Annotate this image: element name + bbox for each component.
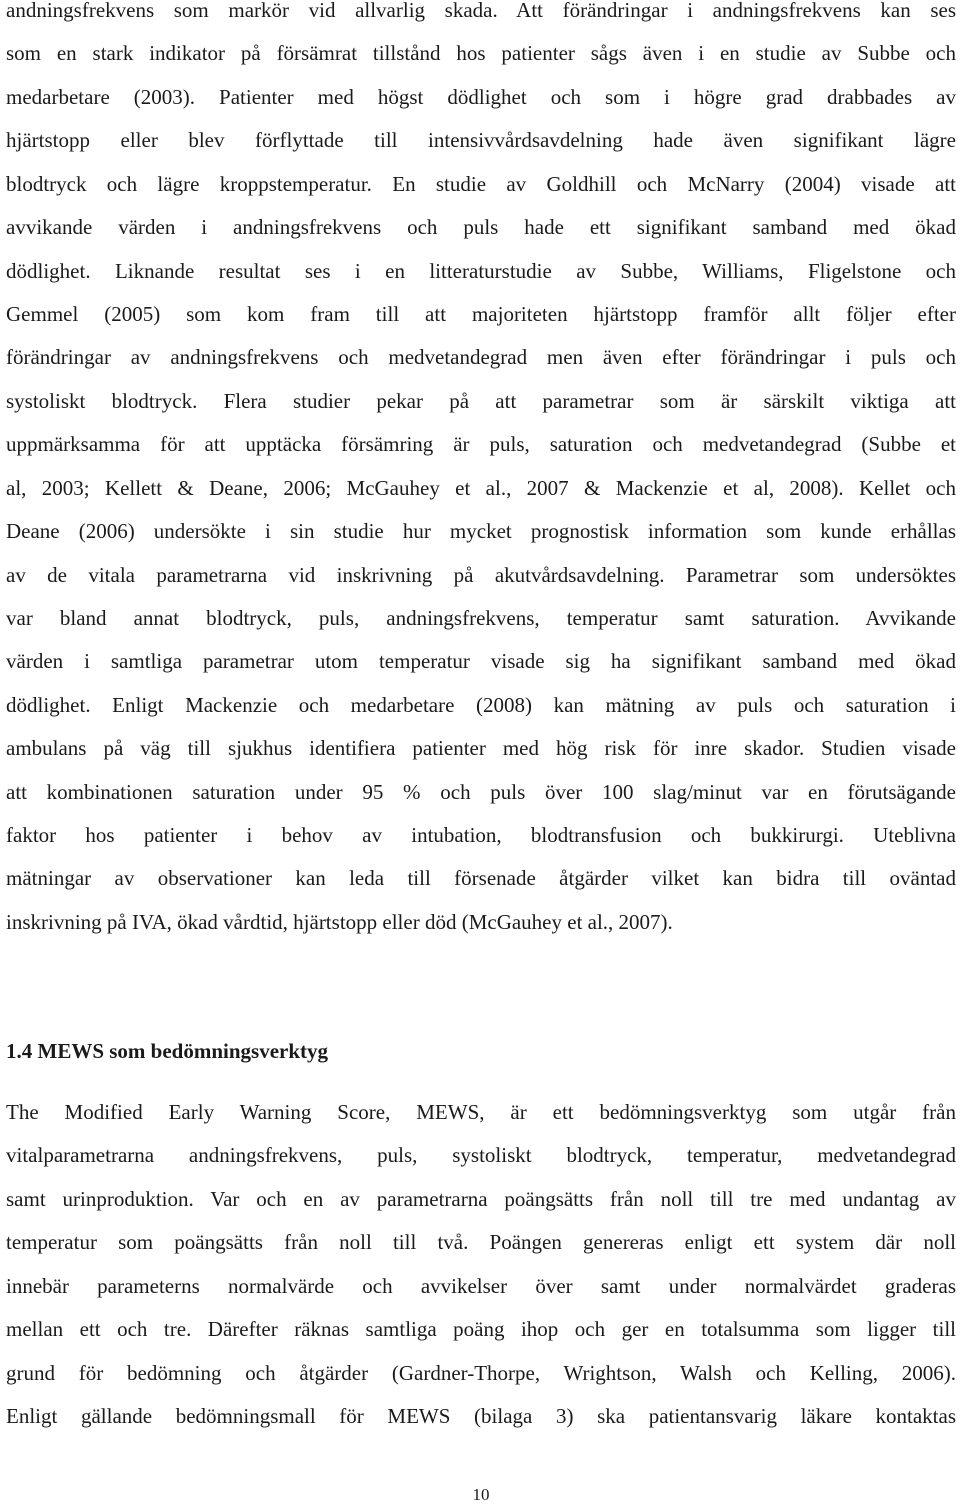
paragraph-line: andningsfrekvens som markör vid allvarlig skada. Att förändringar i andningsfrekvens kan ses [6, 0, 956, 22]
section-heading: 1.4 MEWS som bedömningsverktyg [6, 1039, 329, 1063]
paragraph-line: Gemmel (2005) som kom fram till att majoriteten hjärtstopp framför allt följer efter [6, 302, 956, 326]
document-page [6, 0, 956, 1509]
paragraph-line: samt urinproduktion. Var och en av parametrarna poängsätts från noll till tre med undantag av [6, 1187, 956, 1211]
paragraph-line: värden i samtliga parametrar utom temperatur visade sig ha signifikant samband med ökad [6, 649, 956, 673]
paragraph-line: dödlighet. Enligt Mackenzie och medarbetare (2008) kan mätning av puls och saturation i [6, 693, 956, 717]
paragraph-line: grund för bedömning och åtgärder (Gardner-Thorpe, Wrightson, Walsh och Kelling, 2006). [6, 1361, 956, 1385]
paragraph-line: ambulans på väg till sjukhus identifiera patienter med hög risk för inre skador. Studien visade [6, 736, 956, 760]
paragraph-line: innebär parameterns normalvärde och avvikelser över samt under normalvärdet graderas [6, 1274, 956, 1298]
paragraph-line: av de vitala parametrarna vid inskrivning på akutvårdsavdelning. Parametrar som undersöktes [6, 563, 956, 587]
paragraph-line: blodtryck och lägre kroppstemperatur. En studie av Goldhill och McNarry (2004) visade att [6, 172, 956, 196]
paragraph-line: var bland annat blodtryck, puls, andningsfrekvens, temperatur samt saturation. Avvikande [6, 606, 956, 630]
paragraph-line: Enligt gällande bedömningsmall för MEWS (bilaga 3) ska patientansvarig läkare kontaktas [6, 1404, 956, 1428]
paragraph-line: dödlighet. Liknande resultat ses i en litteraturstudie av Subbe, Williams, Fligelstone och [6, 259, 956, 283]
paragraph-line: som en stark indikator på försämrat tillstånd hos patienter sågs även i en studie av Subbe och [6, 41, 956, 65]
paragraph-line: mellan ett och tre. Därefter räknas samtliga poäng ihop och ger en totalsumma som ligger till [6, 1317, 956, 1341]
paragraph-line: al, 2003; Kellett & Deane, 2006; McGauhey et al., 2007 & Mackenzie et al, 2008). Kellet och [6, 476, 956, 500]
paragraph-line: Deane (2006) undersökte i sin studie hur mycket prognostisk information som kunde erhållas [6, 519, 956, 543]
paragraph-line: mätningar av observationer kan leda till försenade åtgärder vilket kan bidra till oväntad [6, 866, 956, 890]
paragraph-line: systoliskt blodtryck. Flera studier pekar på att parametrar som är särskilt viktiga att [6, 389, 956, 413]
paragraph-line: faktor hos patienter i behov av intubation, blodtransfusion och bukkirurgi. Uteblivna [6, 823, 956, 847]
paragraph-line: hjärtstopp eller blev förflyttade till intensivvårdsavdelning hade även signifikant lägre [6, 128, 956, 152]
paragraph-line: inskrivning på IVA, ökad vårdtid, hjärtstopp eller död (McGauhey et al., 2007). [6, 910, 673, 934]
paragraph-line: förändringar av andningsfrekvens och medvetandegrad men även efter förändringar i puls och [6, 345, 956, 369]
paragraph-line: The Modified Early Warning Score, MEWS, är ett bedömningsverktyg som utgår från [6, 1100, 956, 1124]
paragraph-line: temperatur som poängsätts från noll till två. Poängen genereras enligt ett system där noll [6, 1230, 956, 1254]
paragraph-line: att kombinationen saturation under 95 % och puls över 100 slag/minut var en förutsägande [6, 780, 956, 804]
page-number: 10 [472, 1485, 490, 1504]
paragraph-line: avvikande värden i andningsfrekvens och puls hade ett signifikant samband med ökad [6, 215, 956, 239]
paragraph-line: uppmärksamma för att upptäcka försämring är puls, saturation och medvetandegrad (Subbe et [6, 432, 956, 456]
paragraph-line: vitalparametrarna andningsfrekvens, puls, systoliskt blodtryck, temperatur, medvetandegrad [6, 1143, 956, 1167]
paragraph-line: medarbetare (2003). Patienter med högst dödlighet och som i högre grad drabbades av [6, 85, 956, 109]
